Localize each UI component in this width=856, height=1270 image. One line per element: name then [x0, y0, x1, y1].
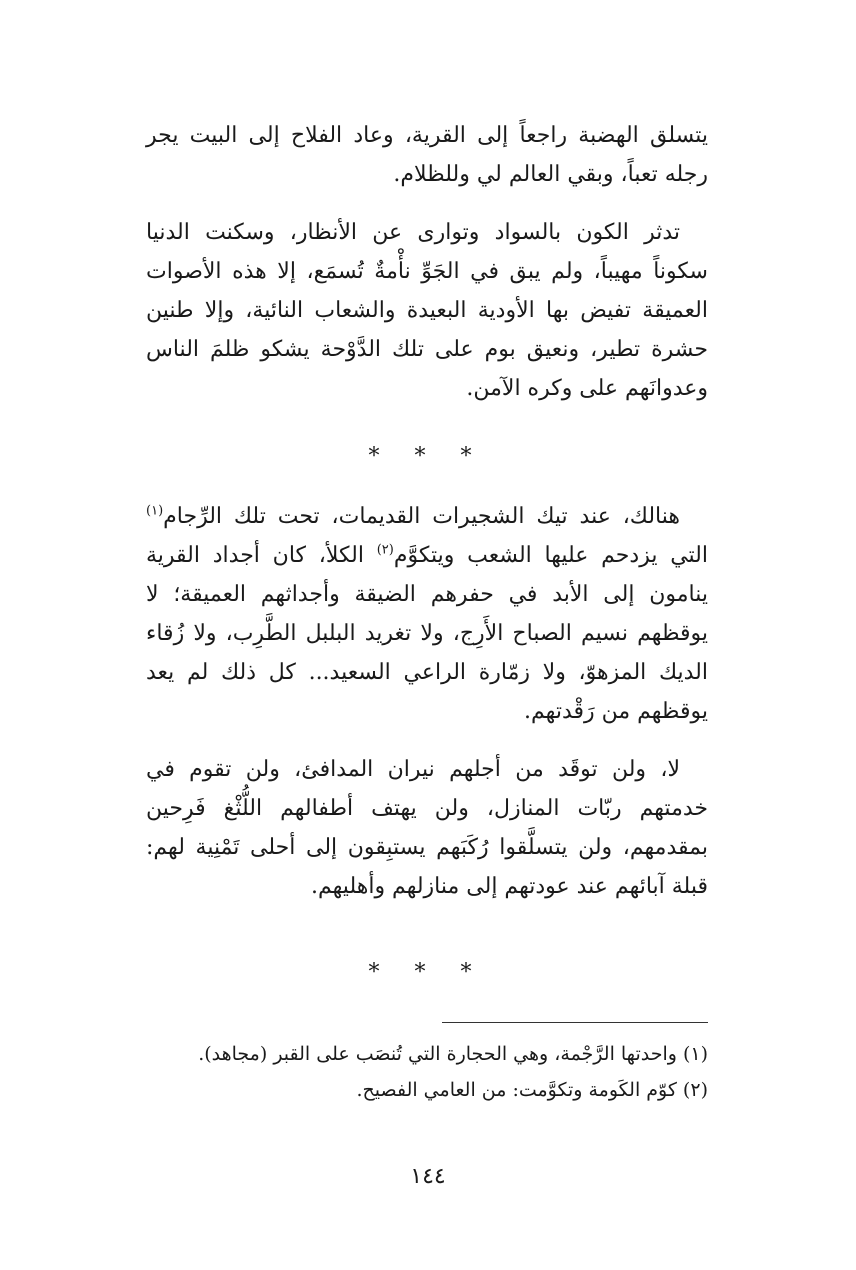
paragraph-night: تدثر الكون بالسواد وتوارى عن الأنظار، وسكنت الدنيا سكوناً مهيباً، ولم يبق في الجَوِّ نأْمةٌ تُسمَع، إلا هذه الأصوات العميقة تفيض بها الأودية البعيدة والشعاب النائية، وإلا طنين حشرة تطير، ونعيق بوم على تلك الدَّوْحة يشكو ظلمَ الناس وعدوانَهم على وكره الآمن. — [146, 220, 708, 401]
footnote-divider — [442, 1022, 708, 1023]
footnote-2: (٢) كوّم الكَومة وتكوَّمت: من العامي الفصيح. — [356, 1079, 708, 1101]
paragraph-graves-part-c: الكلأ، كان أجداد القرية ينامون إلى الأبد في حفرهم الضيقة وأجداثهم العميقة؛ لا يوقظهم نسيم الصباح الأَرِج، ولا تغريد البلبل الطَّرِب، ولا زُقاء الديك المزهوّ، ولا زمّارة الراعي السعيد... كل ذلك لم يعد يوقظهم من رَقْدتهم. — [146, 543, 708, 724]
paragraph-continuation: يتسلق الهضبة راجعاً إلى القرية، وعاد الفلاح إلى البيت يجر رجله تعباً، وبقي العالم لي وللظلام. — [146, 123, 708, 187]
text-section-1 — [146, 116, 708, 408]
page-number: ١٤٤ — [410, 1164, 446, 1189]
footnote-ref-2[interactable]: (٢) — [376, 542, 394, 558]
paragraph-no-return: لا، ولن توقَد من أجلهم نيران المدافئ، ولن تقوم في خدمتهم ربّات المنازل، ولن يهتف أطفالهم اللُّثْغ فَرِحين بمقدمهم، ولن يتسلَّقوا رُكَبَهم يستبِقون إلى أحلى تَمْنِية لهم: قبلة آبائهم عند عودتهم إلى منازلهم وأهليهم. — [146, 757, 708, 899]
section-separator-1: * * * — [368, 444, 486, 469]
paragraph-graves — [146, 497, 708, 731]
footnotes — [146, 1036, 708, 1108]
footnote-1: (١) واحدتها الرَّجْمة، وهي الحجارة التي تُنصَب على القبر (مجاهد). — [198, 1043, 708, 1065]
footnote-ref-1[interactable]: (١) — [146, 503, 164, 519]
section-separator-2: * * * — [368, 960, 486, 985]
paragraph-graves-part-b: التي يزدحم عليها الشعب ويتكوَّم — [393, 543, 709, 568]
paragraph-graves-part-a: هنالك، عند تيك الشجيرات القديمات، تحت تلك الرِّجام — [163, 504, 680, 529]
text-section-2 — [146, 497, 708, 906]
